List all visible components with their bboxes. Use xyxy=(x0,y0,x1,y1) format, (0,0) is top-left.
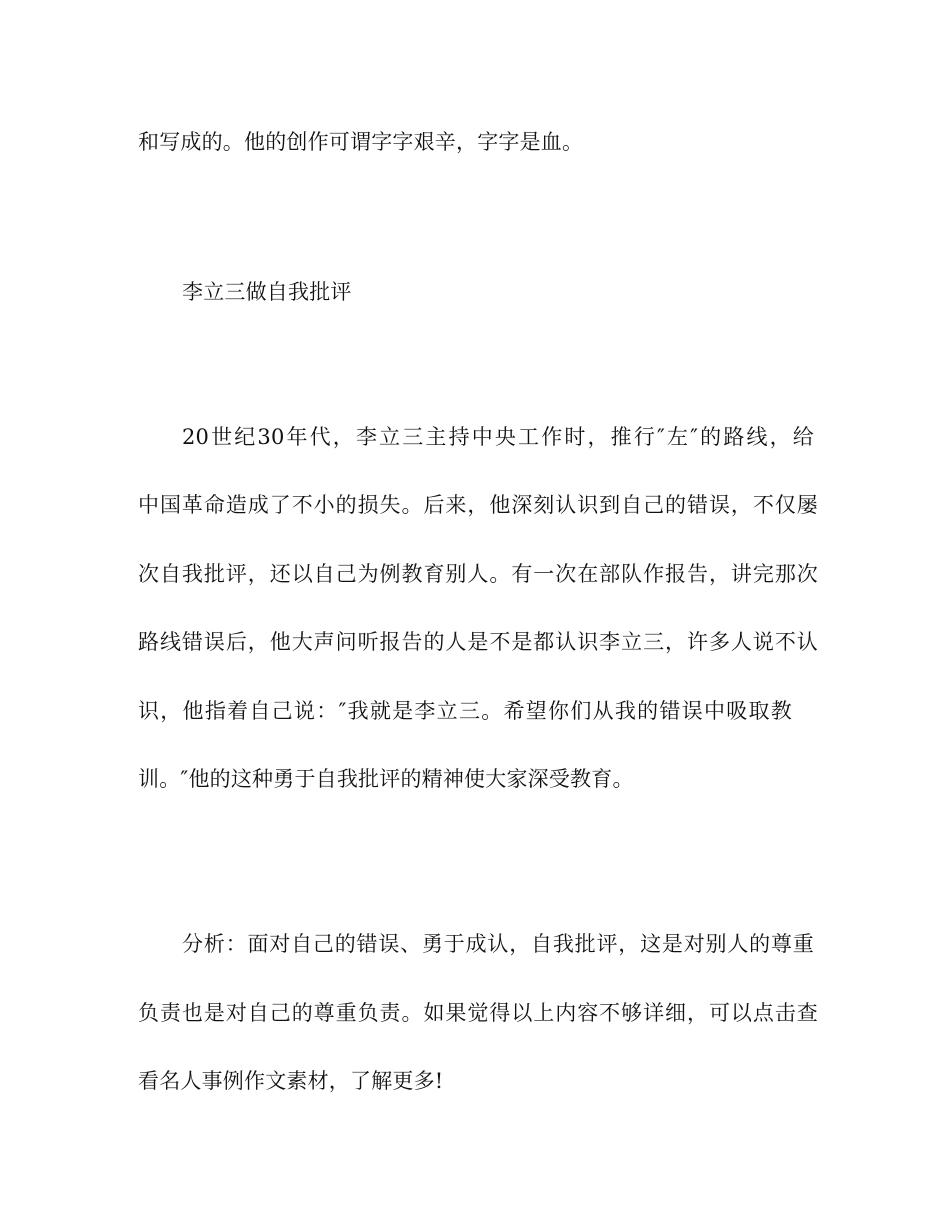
analysis-paragraph-line-1: 分析：面对自己的错误、勇于成认，自我批评，这是对别人的尊重 xyxy=(182,932,814,956)
story-paragraph-line-5: 识，他指着自己说：″我就是李立三。希望你们从我的错误中吸取教 xyxy=(138,699,792,723)
story-paragraph-line-3: 次自我批评，还以自己为例教育别人。有一次在部队作报告，讲完那次 xyxy=(138,562,818,586)
story-paragraph-line-6: 训。″他的这种勇于自我批评的精神使大家深受教育。 xyxy=(138,767,634,791)
story-paragraph-line-1: 20世纪30年代，李立三主持中央工作时，推行″左″的路线，给 xyxy=(182,425,814,449)
section-title: 李立三做自我批评 xyxy=(182,280,352,304)
intro-text-line: 和写成的。他的创作可谓字字艰辛，字字是血。 xyxy=(138,130,584,154)
story-paragraph-line-2: 中国革命造成了不小的损失。后来，他深刻认识到自己的错误，不仅屡 xyxy=(138,493,818,517)
analysis-paragraph-line-3: 看名人事例作文素材，了解更多! xyxy=(138,1069,444,1093)
story-paragraph-line-4: 路线错误后，他大声问听报告的人是不是都认识李立三，许多人说不认 xyxy=(138,630,818,654)
analysis-paragraph-line-2: 负责也是对自己的尊重负责。如果觉得以上内容不够详细，可以点击查 xyxy=(138,1001,818,1025)
